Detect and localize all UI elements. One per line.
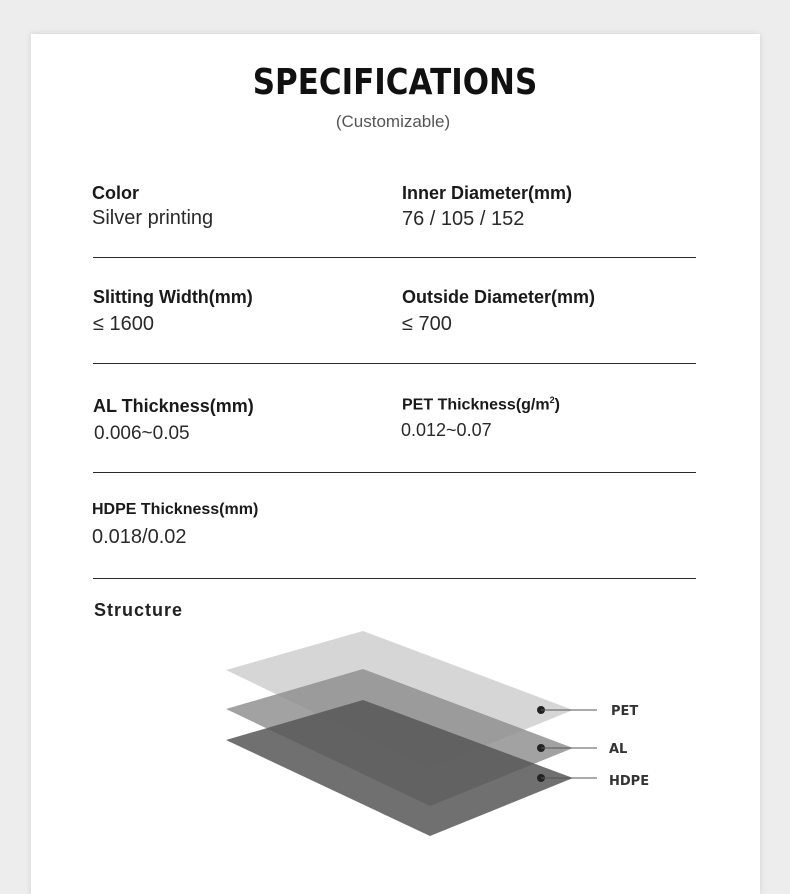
al-thickness-value: 0.006~0.05 [94,423,190,444]
inner-diameter-value: 76 / 105 / 152 [402,208,525,230]
hdpe-thickness-value: 0.018/0.02 [92,526,187,548]
inner-diameter-label: Inner Diameter(mm) [402,183,573,203]
slitting-width-label: Slitting Width(mm) [93,287,253,307]
pet-layer-label: PET [611,704,639,719]
outside-diameter-label: Outside Diameter(mm) [402,287,596,307]
page-title: SPECIFICATIONS [252,62,538,103]
hdpe-thickness-label: HDPE Thickness(mm) [92,501,259,518]
slitting-width-value: ≤ 1600 [93,313,155,335]
al-layer-label: AL [609,742,628,757]
structure-title: Structure [94,600,184,620]
outside-diameter-value: ≤ 700 [402,313,452,335]
pet-thickness-label: PET $Thickness(g/m^2)$ [402,395,560,414]
color-value: Silver printing [92,207,214,229]
pet-thickness-value: 0.012~0.07 [401,420,492,440]
color-label: Color [92,183,139,203]
al-thickness-label: AL Thickness(mm) [93,396,254,416]
page-subtitle: (Customizable) [335,112,451,131]
hdpe-layer-label: HDPE [609,774,650,789]
